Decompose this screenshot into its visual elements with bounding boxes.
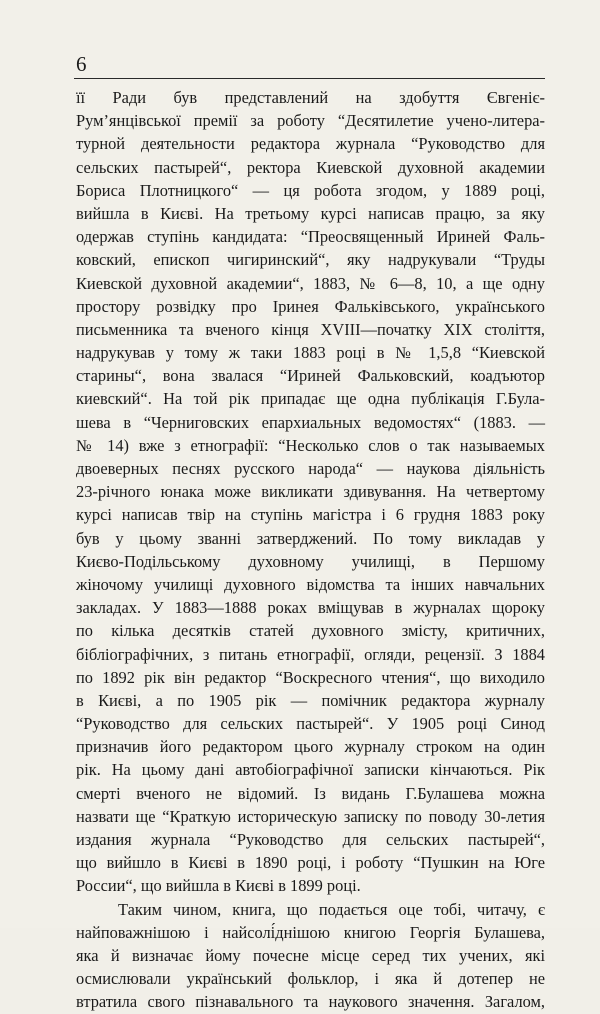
text-line: призначив його редактором цього журналу строком на один: [76, 737, 545, 757]
text-line: вийшла в Києві. На третьому курсі написав працю, за яку: [76, 203, 545, 223]
text-line: киевский“. На той рік припадає ще одна публікація Г.Була-: [76, 389, 545, 409]
paragraph: [76, 86, 545, 898]
text-line: 23-річного юнака може викликати здивування. На четвертому: [76, 482, 545, 502]
paragraph: [76, 898, 545, 1014]
body-text: [76, 86, 545, 1014]
text-line: просторy розвідку про Іринея Фальківського, українського: [76, 296, 545, 316]
text-line: двоеверных песнях русского народа“ — наукова діяльність: [76, 459, 545, 478]
text-line: Таким чином, книга, що подається оце тобі, читачу, є: [118, 899, 545, 919]
text-line: що вийшло в Києві в 1890 році, і роботу “Пушкин на Юге: [76, 853, 545, 873]
text-line: назвати ще “Краткую историческую записку по поводу 30-летия: [76, 806, 545, 826]
text-line: письменника та вченого кінця XVIII—початку XIX століття,: [76, 319, 545, 339]
text-line: старины“, вона звалася “Ириней Фальковский, коадъютор: [76, 366, 545, 386]
text-line: жіночому училищі духовного відомства та інших навчальних: [76, 574, 545, 594]
text-line: Бориса Плотницкого“ — ця робота згодом, у 1889 році,: [76, 180, 545, 200]
text-line: шева в “Черниговских епархиальных ведомостях“ (1883. —: [76, 412, 545, 432]
text-line: по кілька десятків статей духовного змісту, критичних,: [76, 621, 545, 641]
text-line: надрукував у тому ж таки 1883 році в № 1,5,8 “Киевской: [76, 343, 545, 363]
text-line: Києво-Подільському духовному училищі, в Першому: [76, 551, 545, 571]
header-rule: [74, 78, 545, 79]
text-line: рік. На цьому дані автобіографічної записки кінчаються. Рік: [76, 760, 545, 780]
text-line: ковский, епископ чигиринский“, яку надрукували “Труды: [76, 250, 545, 270]
text-line: втратила свого пізнавального та наукового значення. Загалом,: [76, 992, 545, 1012]
text-line: “Руководство для сельских пастырей“. У 1905 році Синод: [76, 714, 545, 734]
text-line: сельских пастырей“, ректора Киевской духовной академии: [76, 157, 545, 177]
text-line: Рум’янцівської премії за роботу “Десятилетие учено-литера-: [76, 111, 545, 131]
page-number: 6: [76, 52, 87, 76]
text-line: найповажнішою і найсолі́днішою книгою Георгія Булашева,: [76, 922, 545, 942]
text-line: був у цьому званні затверджений. По тому викладав у: [76, 528, 545, 548]
text-line: закладах. У 1883—1888 роках вміщував в журналах щороку: [76, 598, 545, 618]
text-line: турной деятельности редактора журнала “Руководство для: [76, 134, 545, 154]
text-line: смерті вченого не відомий. Із видань Г.Булашева можна: [76, 783, 545, 803]
text-line: Киевской духовной академии“, 1883, № 6—8, 10, а ще одну: [76, 273, 545, 293]
text-line: издания журнала “Руководство для сельских пастырей“,: [76, 830, 545, 849]
text-line: осмислювали український фольклор, і яка й дотепер не: [76, 969, 545, 989]
text-line: курсі написав твір на ступінь магістра і 6 грудня 1883 року: [76, 505, 545, 525]
text-line: її Ради був представлений на здобуття Євгеніє-: [76, 88, 545, 107]
text-line: по 1892 рік він редактор “Воскресного чтения“, що виходило: [76, 667, 545, 687]
text-line: России“, що вийшла в Києві в 1899 році.: [76, 876, 361, 896]
text-line: в Києві, а по 1905 рік — помічник редактора журналу: [76, 690, 545, 710]
text-line: одержав ступінь кандидата: “Преосвященный Ириней Фаль-: [76, 227, 545, 247]
text-line: № 14) вже з етнографії: “Несколько слов о так называемых: [76, 435, 545, 455]
text-line: бібліографічних, з питань етнографії, огляди, рецензії. З 1884: [76, 644, 545, 664]
text-line: яка й визначає йому почесне місце серед тих учених, які: [76, 945, 545, 965]
